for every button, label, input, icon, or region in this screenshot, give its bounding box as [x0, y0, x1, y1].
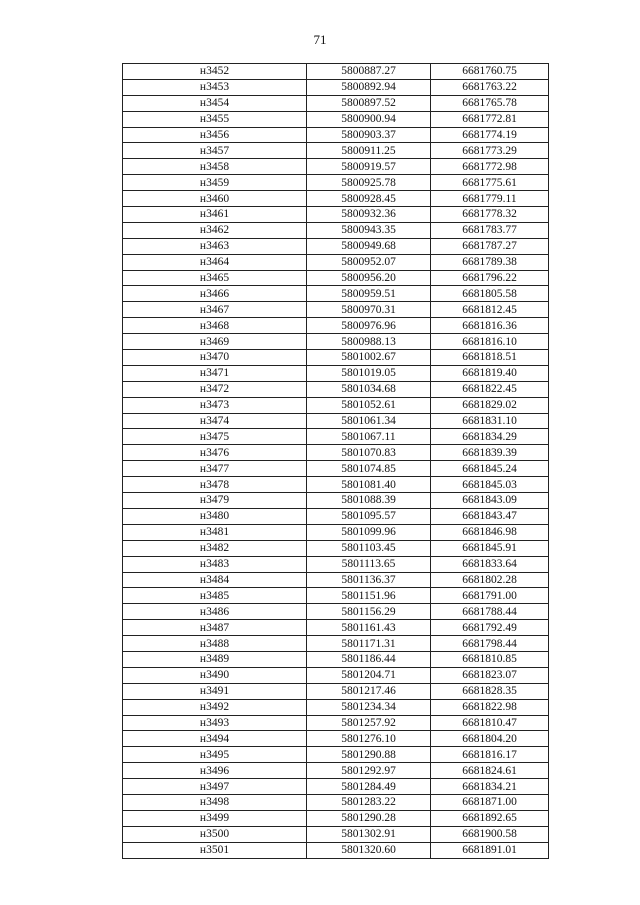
point-id-cell: н3477 [123, 461, 307, 477]
x-coordinate-cell: 5801302.91 [307, 826, 431, 842]
table-row [123, 64, 549, 80]
point-id-cell: н3478 [123, 477, 307, 493]
y-coordinate-cell: 6681843.47 [431, 508, 549, 524]
table-row [123, 747, 549, 763]
table-row [123, 159, 549, 175]
point-id-cell: н3498 [123, 794, 307, 810]
x-coordinate-cell: 5801234.34 [307, 699, 431, 715]
x-coordinate-cell: 5800976.96 [307, 318, 431, 334]
x-coordinate-cell: 5801136.37 [307, 572, 431, 588]
x-coordinate-cell: 5801156.29 [307, 604, 431, 620]
x-coordinate-cell: 5800925.78 [307, 175, 431, 191]
table-row [123, 143, 549, 159]
point-id-cell: н3454 [123, 95, 307, 111]
y-coordinate-cell: 6681779.11 [431, 191, 549, 207]
y-coordinate-cell: 6681843.09 [431, 493, 549, 509]
x-coordinate-cell: 5801151.96 [307, 588, 431, 604]
point-id-cell: н3484 [123, 572, 307, 588]
point-id-cell: н3496 [123, 763, 307, 779]
point-id-cell: н3456 [123, 127, 307, 143]
x-coordinate-cell: 5800892.94 [307, 79, 431, 95]
y-coordinate-cell: 6681816.17 [431, 747, 549, 763]
y-coordinate-cell: 6681772.98 [431, 159, 549, 175]
x-coordinate-cell: 5800970.31 [307, 302, 431, 318]
point-id-cell: н3500 [123, 826, 307, 842]
point-id-cell: н3475 [123, 429, 307, 445]
y-coordinate-cell: 6681787.27 [431, 238, 549, 254]
point-id-cell: н3465 [123, 270, 307, 286]
y-coordinate-cell: 6681816.36 [431, 318, 549, 334]
table-row [123, 540, 549, 556]
point-id-cell: н3491 [123, 683, 307, 699]
point-id-cell: н3472 [123, 381, 307, 397]
x-coordinate-cell: 5801171.31 [307, 636, 431, 652]
x-coordinate-cell: 5801034.68 [307, 381, 431, 397]
table-row [123, 794, 549, 810]
table-row [123, 286, 549, 302]
x-coordinate-cell: 5801320.60 [307, 842, 431, 858]
point-id-cell: н3476 [123, 445, 307, 461]
table-row [123, 302, 549, 318]
y-coordinate-cell: 6681816.10 [431, 334, 549, 350]
table-row [123, 588, 549, 604]
y-coordinate-cell: 6681798.44 [431, 636, 549, 652]
point-id-cell: н3470 [123, 350, 307, 366]
table-row [123, 810, 549, 826]
table-row [123, 826, 549, 842]
point-id-cell: н3460 [123, 191, 307, 207]
point-id-cell: н3458 [123, 159, 307, 175]
table-row [123, 556, 549, 572]
point-id-cell: н3480 [123, 508, 307, 524]
x-coordinate-cell: 5800949.68 [307, 238, 431, 254]
x-coordinate-cell: 5801217.46 [307, 683, 431, 699]
point-id-cell: н3462 [123, 222, 307, 238]
table-row [123, 620, 549, 636]
table-row [123, 413, 549, 429]
y-coordinate-cell: 6681834.29 [431, 429, 549, 445]
table-row [123, 254, 549, 270]
x-coordinate-cell: 5800919.57 [307, 159, 431, 175]
point-id-cell: н3501 [123, 842, 307, 858]
table-row [123, 334, 549, 350]
y-coordinate-cell: 6681791.00 [431, 588, 549, 604]
table-row [123, 79, 549, 95]
table-row [123, 636, 549, 652]
point-id-cell: н3455 [123, 111, 307, 127]
y-coordinate-cell: 6681805.58 [431, 286, 549, 302]
table-row [123, 572, 549, 588]
table-row [123, 493, 549, 509]
x-coordinate-cell: 5801099.96 [307, 524, 431, 540]
x-coordinate-cell: 5801019.05 [307, 365, 431, 381]
point-id-cell: н3457 [123, 143, 307, 159]
x-coordinate-cell: 5800988.13 [307, 334, 431, 350]
y-coordinate-cell: 6681788.44 [431, 604, 549, 620]
y-coordinate-cell: 6681831.10 [431, 413, 549, 429]
table-row [123, 429, 549, 445]
table-row [123, 381, 549, 397]
y-coordinate-cell: 6681802.28 [431, 572, 549, 588]
y-coordinate-cell: 6681900.58 [431, 826, 549, 842]
point-id-cell: н3474 [123, 413, 307, 429]
x-coordinate-cell: 5801095.57 [307, 508, 431, 524]
y-coordinate-cell: 6681819.40 [431, 365, 549, 381]
y-coordinate-cell: 6681891.01 [431, 842, 549, 858]
table-row [123, 222, 549, 238]
x-coordinate-cell: 5800887.27 [307, 64, 431, 80]
point-id-cell: н3453 [123, 79, 307, 95]
y-coordinate-cell: 6681834.21 [431, 779, 549, 795]
table-row [123, 191, 549, 207]
x-coordinate-cell: 5800932.36 [307, 207, 431, 223]
table-row [123, 238, 549, 254]
x-coordinate-cell: 5800903.37 [307, 127, 431, 143]
y-coordinate-cell: 6681828.35 [431, 683, 549, 699]
y-coordinate-cell: 6681833.64 [431, 556, 549, 572]
x-coordinate-cell: 5801061.34 [307, 413, 431, 429]
y-coordinate-cell: 6681845.24 [431, 461, 549, 477]
x-coordinate-cell: 5801074.85 [307, 461, 431, 477]
point-id-cell: н3473 [123, 397, 307, 413]
point-id-cell: н3463 [123, 238, 307, 254]
x-coordinate-cell: 5801081.40 [307, 477, 431, 493]
y-coordinate-cell: 6681892.65 [431, 810, 549, 826]
y-coordinate-cell: 6681773.29 [431, 143, 549, 159]
x-coordinate-cell: 5801052.61 [307, 397, 431, 413]
x-coordinate-cell: 5800952.07 [307, 254, 431, 270]
x-coordinate-cell: 5801161.43 [307, 620, 431, 636]
x-coordinate-cell: 5800911.25 [307, 143, 431, 159]
point-id-cell: н3485 [123, 588, 307, 604]
table-row [123, 699, 549, 715]
y-coordinate-cell: 6681804.20 [431, 731, 549, 747]
point-id-cell: н3489 [123, 651, 307, 667]
x-coordinate-cell: 5801186.44 [307, 651, 431, 667]
table-row [123, 397, 549, 413]
coordinates-table [122, 63, 549, 859]
y-coordinate-cell: 6681810.47 [431, 715, 549, 731]
y-coordinate-cell: 6681796.22 [431, 270, 549, 286]
x-coordinate-cell: 5800897.52 [307, 95, 431, 111]
point-id-cell: н3464 [123, 254, 307, 270]
table-row [123, 111, 549, 127]
point-id-cell: н3471 [123, 365, 307, 381]
x-coordinate-cell: 5801292.97 [307, 763, 431, 779]
y-coordinate-cell: 6681829.02 [431, 397, 549, 413]
point-id-cell: н3487 [123, 620, 307, 636]
x-coordinate-cell: 5800956.20 [307, 270, 431, 286]
y-coordinate-cell: 6681845.91 [431, 540, 549, 556]
y-coordinate-cell: 6681839.39 [431, 445, 549, 461]
y-coordinate-cell: 6681818.51 [431, 350, 549, 366]
y-coordinate-cell: 6681783.77 [431, 222, 549, 238]
table-row [123, 127, 549, 143]
y-coordinate-cell: 6681810.85 [431, 651, 549, 667]
point-id-cell: н3499 [123, 810, 307, 826]
x-coordinate-cell: 5801284.49 [307, 779, 431, 795]
y-coordinate-cell: 6681775.61 [431, 175, 549, 191]
table-row [123, 651, 549, 667]
point-id-cell: н3482 [123, 540, 307, 556]
x-coordinate-cell: 5801070.83 [307, 445, 431, 461]
table-row [123, 667, 549, 683]
table-row [123, 715, 549, 731]
table-row [123, 270, 549, 286]
point-id-cell: н3497 [123, 779, 307, 795]
table-row [123, 207, 549, 223]
x-coordinate-cell: 5801204.71 [307, 667, 431, 683]
y-coordinate-cell: 6681812.45 [431, 302, 549, 318]
y-coordinate-cell: 6681760.75 [431, 64, 549, 80]
table-row [123, 763, 549, 779]
x-coordinate-cell: 5801113.65 [307, 556, 431, 572]
y-coordinate-cell: 6681846.98 [431, 524, 549, 540]
point-id-cell: н3494 [123, 731, 307, 747]
y-coordinate-cell: 6681871.00 [431, 794, 549, 810]
point-id-cell: н3466 [123, 286, 307, 302]
table-row [123, 683, 549, 699]
y-coordinate-cell: 6681824.61 [431, 763, 549, 779]
x-coordinate-cell: 5801257.92 [307, 715, 431, 731]
point-id-cell: н3467 [123, 302, 307, 318]
y-coordinate-cell: 6681774.19 [431, 127, 549, 143]
table-row [123, 350, 549, 366]
table-row [123, 175, 549, 191]
x-coordinate-cell: 5801290.88 [307, 747, 431, 763]
y-coordinate-cell: 6681822.98 [431, 699, 549, 715]
x-coordinate-cell: 5801067.11 [307, 429, 431, 445]
x-coordinate-cell: 5800900.94 [307, 111, 431, 127]
point-id-cell: н3461 [123, 207, 307, 223]
y-coordinate-cell: 6681789.38 [431, 254, 549, 270]
y-coordinate-cell: 6681845.03 [431, 477, 549, 493]
point-id-cell: н3495 [123, 747, 307, 763]
point-id-cell: н3490 [123, 667, 307, 683]
x-coordinate-cell: 5801002.67 [307, 350, 431, 366]
point-id-cell: н3492 [123, 699, 307, 715]
y-coordinate-cell: 6681822.45 [431, 381, 549, 397]
y-coordinate-cell: 6681778.32 [431, 207, 549, 223]
point-id-cell: н3459 [123, 175, 307, 191]
point-id-cell: н3468 [123, 318, 307, 334]
x-coordinate-cell: 5801103.45 [307, 540, 431, 556]
point-id-cell: н3481 [123, 524, 307, 540]
point-id-cell: н3488 [123, 636, 307, 652]
y-coordinate-cell: 6681823.07 [431, 667, 549, 683]
y-coordinate-cell: 6681763.22 [431, 79, 549, 95]
point-id-cell: н3479 [123, 493, 307, 509]
table-row [123, 508, 549, 524]
table-row [123, 365, 549, 381]
table-row [123, 461, 549, 477]
table-row [123, 842, 549, 858]
point-id-cell: н3483 [123, 556, 307, 572]
y-coordinate-cell: 6681792.49 [431, 620, 549, 636]
table-row [123, 524, 549, 540]
y-coordinate-cell: 6681765.78 [431, 95, 549, 111]
x-coordinate-cell: 5800943.35 [307, 222, 431, 238]
x-coordinate-cell: 5801276.10 [307, 731, 431, 747]
table-row [123, 318, 549, 334]
coordinates-table-body [123, 64, 549, 859]
point-id-cell: н3469 [123, 334, 307, 350]
x-coordinate-cell: 5801290.28 [307, 810, 431, 826]
table-row [123, 604, 549, 620]
table-row [123, 779, 549, 795]
table-row [123, 731, 549, 747]
point-id-cell: н3493 [123, 715, 307, 731]
x-coordinate-cell: 5800959.51 [307, 286, 431, 302]
x-coordinate-cell: 5801088.39 [307, 493, 431, 509]
x-coordinate-cell: 5800928.45 [307, 191, 431, 207]
page-number: 71 [313, 32, 327, 47]
y-coordinate-cell: 6681772.81 [431, 111, 549, 127]
table-row [123, 445, 549, 461]
table-row [123, 477, 549, 493]
x-coordinate-cell: 5801283.22 [307, 794, 431, 810]
point-id-cell: н3486 [123, 604, 307, 620]
point-id-cell: н3452 [123, 64, 307, 80]
table-row [123, 95, 549, 111]
